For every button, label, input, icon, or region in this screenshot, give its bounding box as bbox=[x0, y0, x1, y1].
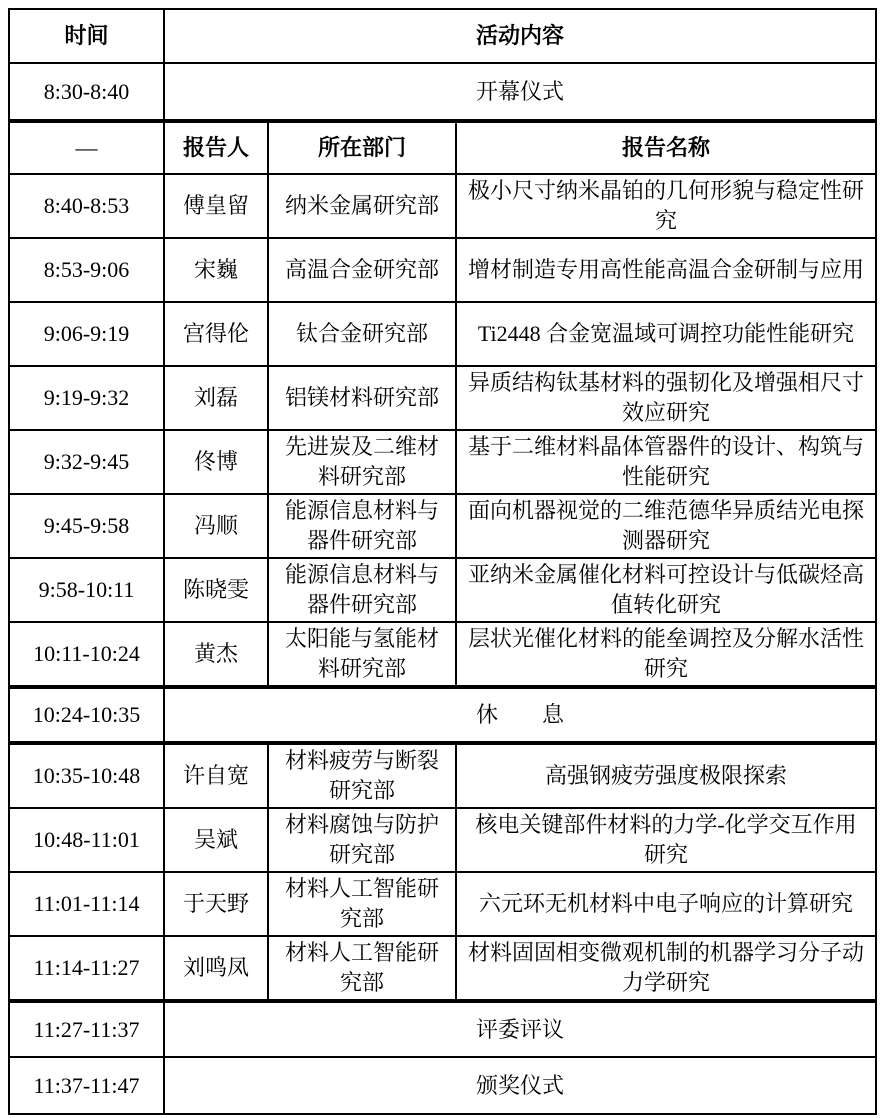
report-title-cell: 基于二维材料晶体管器件的设计、构筑与性能研究 bbox=[456, 430, 876, 494]
event-row-review bbox=[9, 1001, 876, 1057]
department-cell: 铝镁材料研究部 bbox=[268, 366, 456, 430]
presenter-cell: 宫得伦 bbox=[164, 302, 268, 366]
time-cell: 8:30-8:40 bbox=[9, 63, 164, 121]
report-title-cell: Ti2448 合金宽温域可调控功能性能研究 bbox=[456, 302, 876, 366]
talk-row bbox=[9, 558, 876, 622]
time-cell: 9:19-9:32 bbox=[9, 366, 164, 430]
dash-cell: — bbox=[9, 121, 164, 174]
header-row bbox=[9, 9, 876, 63]
event-row-break bbox=[9, 687, 876, 743]
activity-header: 活动内容 bbox=[164, 9, 876, 63]
department-cell: 能源信息材料与器件研究部 bbox=[268, 558, 456, 622]
report-title-cell: 材料固固相变微观机制的机器学习分子动力学研究 bbox=[456, 936, 876, 1001]
time-cell: 8:40-8:53 bbox=[9, 174, 164, 238]
talk-row bbox=[9, 238, 876, 302]
talk-row bbox=[9, 430, 876, 494]
event-row-award bbox=[9, 1057, 876, 1114]
department-cell: 能源信息材料与器件研究部 bbox=[268, 494, 456, 558]
time-header: 时间 bbox=[9, 9, 164, 63]
event-row-opening bbox=[9, 63, 876, 121]
presenter-cell: 刘鸣凤 bbox=[164, 936, 268, 1001]
time-cell: 11:14-11:27 bbox=[9, 936, 164, 1001]
time-cell: 11:01-11:14 bbox=[9, 872, 164, 936]
report-title-cell: 极小尺寸纳米晶铂的几何形貌与稳定性研究 bbox=[456, 174, 876, 238]
time-cell: 9:45-9:58 bbox=[9, 494, 164, 558]
talk-row bbox=[9, 808, 876, 872]
report-title-cell: 增材制造专用高性能高温合金研制与应用 bbox=[456, 238, 876, 302]
department-cell: 先进炭及二维材料研究部 bbox=[268, 430, 456, 494]
presenter-cell: 黄杰 bbox=[164, 622, 268, 687]
department-cell: 材料腐蚀与防护研究部 bbox=[268, 808, 456, 872]
presenter-cell: 刘磊 bbox=[164, 366, 268, 430]
schedule-table bbox=[8, 8, 877, 1115]
report-name-header: 报告名称 bbox=[456, 121, 876, 174]
time-cell: 9:32-9:45 bbox=[9, 430, 164, 494]
time-cell: 10:48-11:01 bbox=[9, 808, 164, 872]
subheader-row bbox=[9, 121, 876, 174]
presenter-cell: 于天野 bbox=[164, 872, 268, 936]
event-content-cell: 休 息 bbox=[164, 687, 876, 743]
event-content-cell: 颁奖仪式 bbox=[164, 1057, 876, 1114]
presenter-cell: 佟博 bbox=[164, 430, 268, 494]
report-title-cell: 高强钢疲劳强度极限探索 bbox=[456, 743, 876, 808]
report-title-cell: 亚纳米金属催化材料可控设计与低碳烃高值转化研究 bbox=[456, 558, 876, 622]
time-cell: 9:58-10:11 bbox=[9, 558, 164, 622]
talk-row bbox=[9, 366, 876, 430]
department-cell: 材料人工智能研究部 bbox=[268, 872, 456, 936]
report-title-cell: 面向机器视觉的二维范德华异质结光电探测器研究 bbox=[456, 494, 876, 558]
time-cell: 8:53-9:06 bbox=[9, 238, 164, 302]
report-title-cell: 核电关键部件材料的力学-化学交互作用研究 bbox=[456, 808, 876, 872]
presenter-header: 报告人 bbox=[164, 121, 268, 174]
talk-row bbox=[9, 872, 876, 936]
department-cell: 高温合金研究部 bbox=[268, 238, 456, 302]
time-cell: 10:24-10:35 bbox=[9, 687, 164, 743]
talk-row bbox=[9, 302, 876, 366]
time-cell: 9:06-9:19 bbox=[9, 302, 164, 366]
report-title-cell: 六元环无机材料中电子响应的计算研究 bbox=[456, 872, 876, 936]
presenter-cell: 吴斌 bbox=[164, 808, 268, 872]
time-cell: 11:37-11:47 bbox=[9, 1057, 164, 1114]
department-cell: 材料人工智能研究部 bbox=[268, 936, 456, 1001]
talk-row bbox=[9, 743, 876, 808]
department-cell: 太阳能与氢能材料研究部 bbox=[268, 622, 456, 687]
presenter-cell: 傅皇留 bbox=[164, 174, 268, 238]
presenter-cell: 陈晓雯 bbox=[164, 558, 268, 622]
time-cell: 11:27-11:37 bbox=[9, 1001, 164, 1057]
event-content-cell: 评委评议 bbox=[164, 1001, 876, 1057]
talk-row bbox=[9, 622, 876, 687]
schedule-page bbox=[8, 8, 877, 1115]
talk-row bbox=[9, 936, 876, 1001]
department-cell: 材料疲劳与断裂研究部 bbox=[268, 743, 456, 808]
department-header: 所在部门 bbox=[268, 121, 456, 174]
talk-row bbox=[9, 174, 876, 238]
presenter-cell: 许自宽 bbox=[164, 743, 268, 808]
time-cell: 10:11-10:24 bbox=[9, 622, 164, 687]
report-title-cell: 异质结构钛基材料的强韧化及增强相尺寸效应研究 bbox=[456, 366, 876, 430]
department-cell: 纳米金属研究部 bbox=[268, 174, 456, 238]
event-content-cell: 开幕仪式 bbox=[164, 63, 876, 121]
presenter-cell: 冯顺 bbox=[164, 494, 268, 558]
presenter-cell: 宋巍 bbox=[164, 238, 268, 302]
report-title-cell: 层状光催化材料的能垒调控及分解水活性研究 bbox=[456, 622, 876, 687]
department-cell: 钛合金研究部 bbox=[268, 302, 456, 366]
time-cell: 10:35-10:48 bbox=[9, 743, 164, 808]
talk-row bbox=[9, 494, 876, 558]
